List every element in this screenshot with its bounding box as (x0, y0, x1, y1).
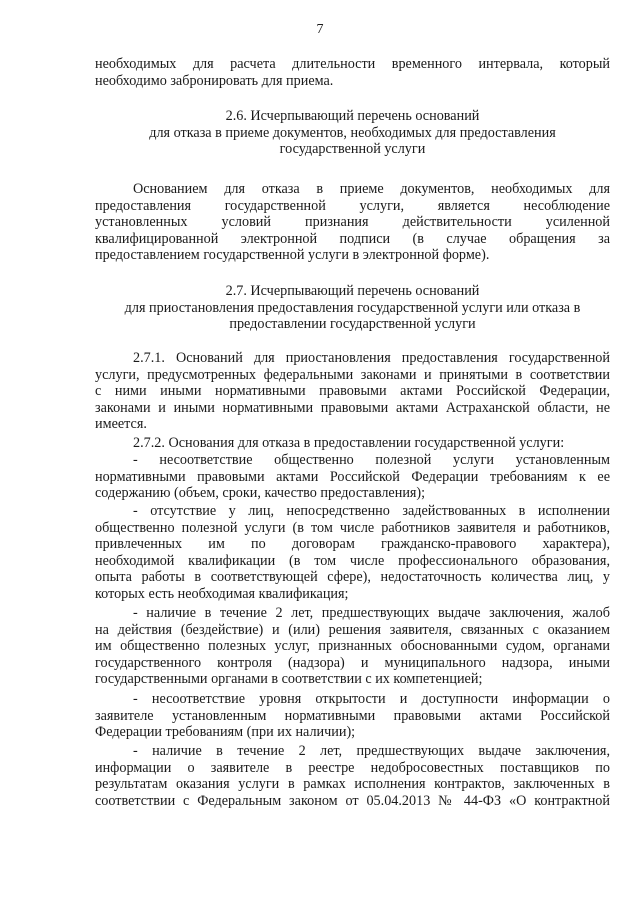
text-line: услуги, предусмотренных федеральными законами и принятыми в соответствии (95, 366, 610, 383)
text-line: законами и иными нормативными правовыми актами Астраханской области, не (95, 399, 610, 416)
text-line: предоставлением государственной услуги в электронной форме). (95, 247, 490, 264)
list-item (95, 503, 610, 603)
text-line: необходимой квалификации (в том числе профессионального образования, (95, 552, 610, 569)
text-line: с ними иными нормативными правовыми актами Российской Федерации, (95, 383, 610, 400)
page-number: 7 (316, 22, 324, 37)
text-line: необходимо забронировать для приема. (95, 72, 334, 89)
text-line: нормативными правовыми актами Российской Федерации требованиям к ее (95, 468, 610, 485)
text-line: необходимых для расчета длительности временного интервала, который (95, 56, 610, 72)
text-line: опыта работы в соответствующей сфере), недостаточность количества лиц, у (95, 569, 610, 586)
text-line: государственными органами в соответствии с их компетенцией; (95, 671, 483, 688)
text-line: им общественно полезных услуг, признанных обоснованными судом, органами (95, 638, 610, 655)
text-line: Федерации требованиям (при их наличии); (95, 724, 356, 741)
text-line: которых есть необходимая квалификация; (95, 585, 349, 602)
text-line: - несоответствие общественно полезной услуги установленным (133, 452, 610, 468)
paragraph-2-7-2-head (95, 435, 610, 452)
text-line: предоставления государственной услуги, является несоблюдение (95, 197, 610, 214)
heading-line: для отказа в приеме документов, необходимых для предоставления (149, 124, 556, 141)
heading-line: 2.6. Исчерпывающий перечень оснований (225, 108, 480, 124)
text-line: общественно полезной услуги (в том числе работников заявителя и работников, (95, 519, 610, 536)
heading-line: предоставлении государственной услуги (229, 316, 476, 333)
text-line: - отсутствие у лиц, непосредственно задействованных в исполнении (133, 503, 610, 519)
heading-line: для приостановления предоставления государственной услуги или отказа в (124, 299, 581, 316)
text-line: государственного контроля (надзора) и муниципального надзора, иными (95, 654, 610, 671)
text-line: информации о заявителе в реестре недобросовестных поставщиков по (95, 759, 610, 776)
heading-line: государственной услуги (279, 141, 426, 158)
text-line: на действия (бездействие) и (или) решения заявителя, связанных с оказанием (95, 621, 610, 638)
list-item (95, 691, 610, 741)
text-line: заявителе установленным нормативными правовыми актами Российской (95, 707, 610, 724)
text-line: - наличие в течение 2 лет, предшествующих выдаче заключения, жалоб (133, 605, 610, 621)
section-2-7-heading (95, 283, 610, 333)
list-item (95, 452, 610, 502)
list-item (95, 743, 610, 809)
paragraph-2-7-1 (95, 350, 610, 433)
text-line: - наличие в течение 2 лет, предшествующих выдаче заключения, (133, 743, 610, 759)
text-line: 2.7.2. Основания для отказа в предоставлении государственной услуги: (133, 435, 565, 451)
text-line: имеется. (95, 416, 147, 433)
text-line: результатам оказания услуги в рамках исполнения контрактов, заключенных в (95, 776, 610, 793)
text-line: - несоответствие уровня открытости и доступности информации о (133, 691, 610, 707)
section-2-6-paragraph (95, 181, 610, 264)
heading-line: 2.7. Исчерпывающий перечень оснований (225, 283, 480, 299)
text-line: 2.7.1. Оснований для приостановления предоставления государственной (133, 350, 610, 366)
intro-paragraph (95, 56, 610, 89)
text-line: квалифицированной электронной подписи (в случае обращения за (95, 230, 610, 247)
text-line: соответствии с Федеральным законом от 05.04.2013 № 44-ФЗ «О контрактной (95, 792, 610, 809)
text-line: привлеченных им по договорам гражданско-правового характера), (95, 536, 610, 553)
text-line: содержанию (объем, сроки, качество предоставления); (95, 485, 426, 502)
list-item (95, 605, 610, 688)
text-line: установленных условий признания действительности усиленной (95, 214, 610, 231)
section-2-6-heading (95, 108, 610, 158)
text-line: Основанием для отказа в приеме документов, необходимых для (133, 181, 610, 197)
